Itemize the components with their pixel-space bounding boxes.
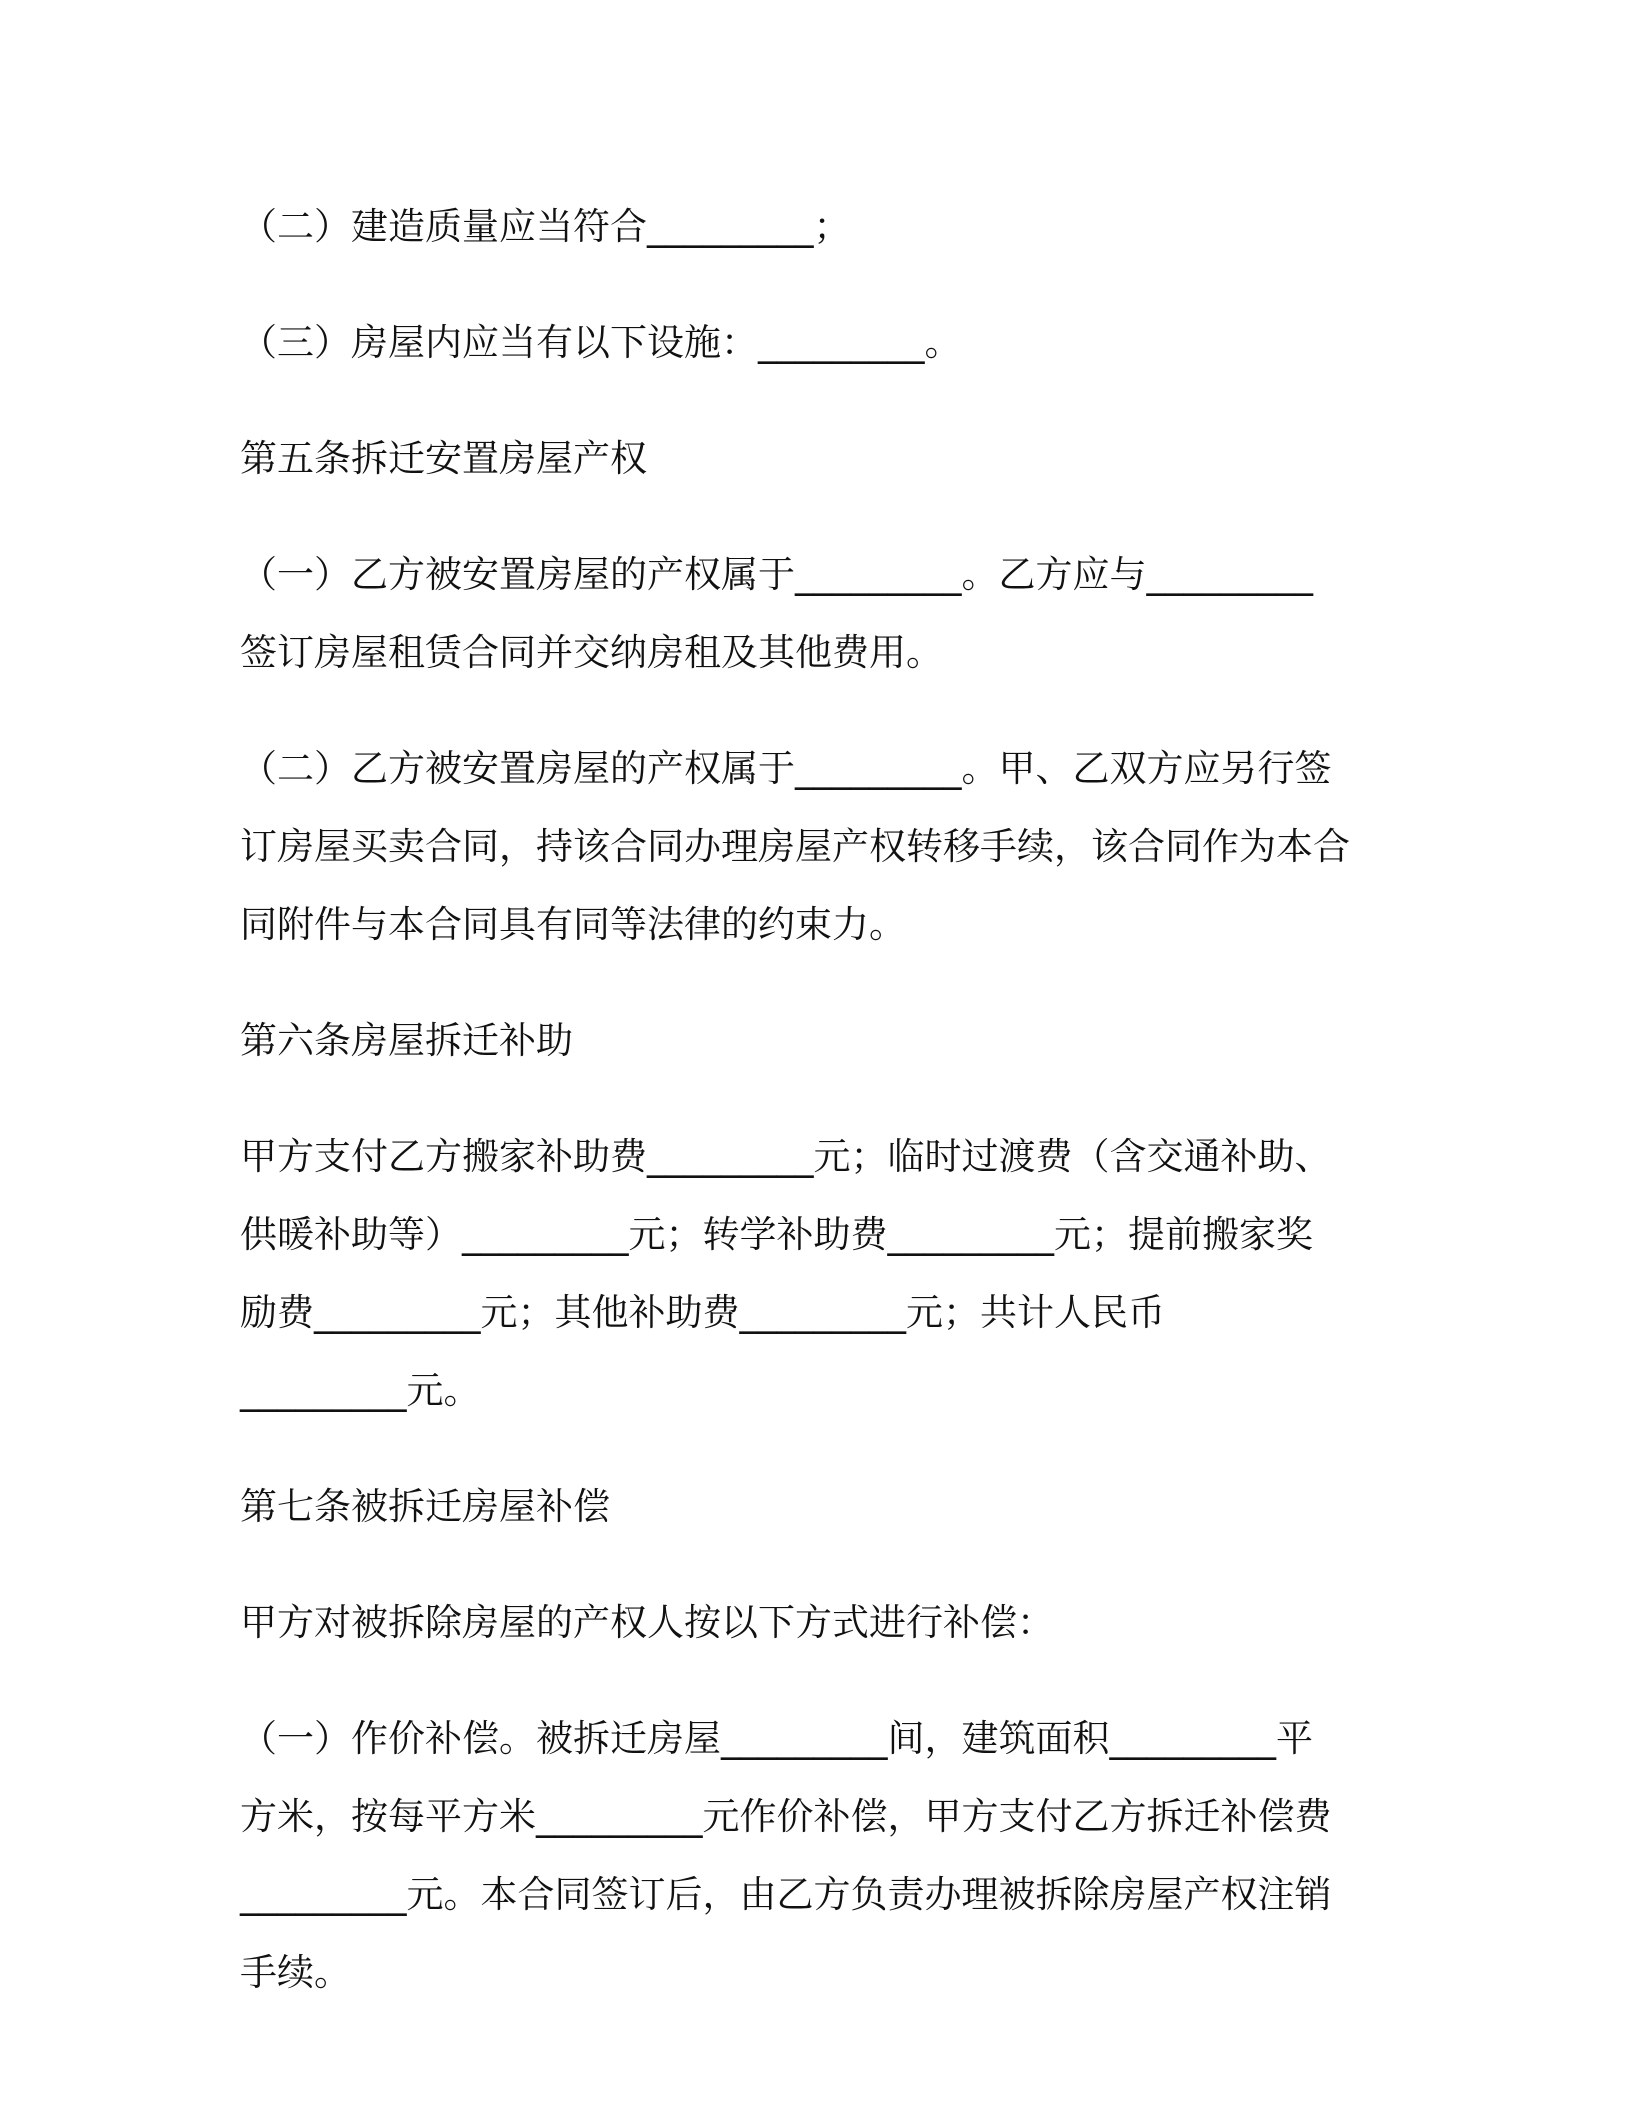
heading-text: 第七条被拆迁房屋补偿 [240,1485,610,1528]
article-5-clause-2 [240,730,1358,964]
article-5-heading [240,420,1358,498]
text-line: 签订房屋租赁合同并交纳房租及其他费用。 [240,631,943,674]
document-page [240,188,1358,2050]
article-7-clause-1 [240,1700,1358,2012]
text-line: 手续。 [240,1951,351,1994]
text-line: _________元。 [240,1369,481,1412]
text-line: （二）建造质量应当符合_________； [240,205,851,248]
article-6-subsidies [240,1118,1358,1430]
article-7-heading [240,1468,1358,1546]
text-line: _________元。本合同签订后，由乙方负责办理被拆除房屋产权注销 [240,1873,1332,1916]
text-line: 同附件与本合同具有同等法律的约束力。 [240,903,906,946]
heading-text: 第五条拆迁安置房屋产权 [240,437,647,480]
text-line: 方米，按每平方米_________元作价补偿，甲方支付乙方拆迁补偿费 [240,1795,1332,1838]
clause-facilities [240,304,1358,382]
text-line: 甲方对被拆除房屋的产权人按以下方式进行补偿： [240,1601,1054,1644]
text-line: 供暖补助等）_________元；转学补助费_________元；提前搬家奖 [240,1213,1313,1256]
text-line: 订房屋买卖合同，持该合同办理房屋产权转移手续，该合同作为本合 [240,825,1350,868]
article-5-clause-1 [240,536,1358,692]
heading-text: 第六条房屋拆迁补助 [240,1019,573,1062]
text-line: （二）乙方被安置房屋的产权属于_________。甲、乙双方应另行签 [240,747,1332,790]
article-7-intro [240,1584,1358,1662]
text-line: （一）乙方被安置房屋的产权属于_________。乙方应与_________ [240,553,1313,596]
text-line: 励费_________元；其他补助费_________元；共计人民币 [240,1291,1165,1334]
article-6-heading [240,1002,1358,1080]
clause-quality-standard [240,188,1358,266]
text-line: （一）作价补偿。被拆迁房屋_________间，建筑面积_________平 [240,1717,1313,1760]
text-line: 甲方支付乙方搬家补助费_________元；临时过渡费（含交通补助、 [240,1135,1332,1178]
text-line: （三）房屋内应当有以下设施：_________。 [240,321,962,364]
